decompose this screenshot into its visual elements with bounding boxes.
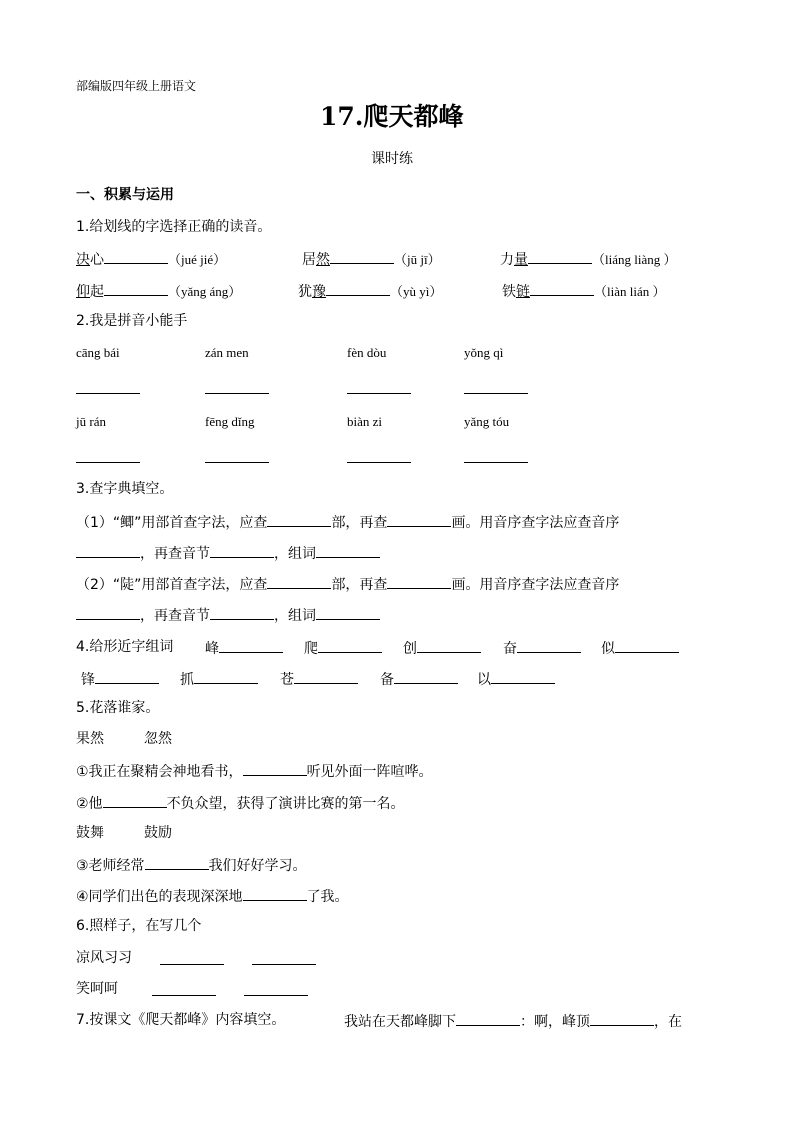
q5-sentence: ④同学们出色的表现深深地 了我。 (76, 889, 349, 905)
answer-blank[interactable] (347, 462, 411, 463)
answer-blank[interactable] (528, 251, 592, 264)
underlined-char: 决 (76, 252, 90, 268)
q1-item: 力量 （liáng liàng ） (500, 252, 677, 268)
q1-item: 铁链 （liàn lián ） (502, 284, 666, 300)
underlined-char: 豫 (312, 284, 326, 300)
underlined-char: 然 (316, 252, 330, 268)
word-choice: 鼓舞 (76, 825, 104, 841)
answer-blank[interactable] (294, 671, 358, 684)
q5-prompt: 5.花落谁家。 (76, 700, 160, 716)
q3-line: ，再查音节 ，组词 (76, 545, 380, 561)
answer-blank[interactable] (104, 251, 168, 264)
q4-item: 以 (477, 671, 555, 687)
answer-blank[interactable] (210, 607, 274, 620)
answer-blank[interactable] (160, 964, 224, 965)
answer-blank[interactable] (76, 545, 140, 558)
answer-blank[interactable] (205, 462, 269, 463)
answer-blank[interactable] (491, 671, 555, 684)
q1-prompt: 1.给划线的字选择正确的读音。 (76, 219, 272, 235)
pinyin-item: fèn dòu (347, 345, 387, 360)
answer-blank[interactable] (517, 640, 581, 653)
q7-sentence: 我站在天都峰脚下 ：啊，峰顶 ，在 (344, 1014, 682, 1030)
q4-item: 爬 (304, 640, 382, 656)
q4-prompt: 4.给形近字组词 (76, 639, 174, 655)
answer-blank[interactable] (318, 640, 382, 653)
q6-prompt: 6.照样子，在写几个 (76, 918, 202, 934)
pinyin-item: fēng dǐng (205, 414, 255, 429)
answer-blank[interactable] (95, 671, 159, 684)
q2-prompt: 2.我是拼音小能手 (76, 313, 188, 329)
q3-line: （2）“陡”用部首查字法，应查 部，再查 画。用音序查字法应查音序 (76, 577, 620, 593)
q4-item: 峰 (205, 640, 283, 656)
q5-sentence: ③老师经常 我们好好学习。 (76, 858, 307, 874)
answer-blank[interactable] (210, 545, 274, 558)
answer-blank[interactable] (464, 393, 528, 394)
answer-blank[interactable] (330, 251, 394, 264)
answer-blank[interactable] (205, 393, 269, 394)
pinyin-item: yǎng tóu (464, 414, 510, 429)
answer-blank[interactable] (326, 283, 390, 296)
word-choice: 果然 (76, 731, 104, 747)
q1-item: 决心 （jué jié） (76, 252, 227, 268)
q4-item: 备 (380, 671, 458, 687)
answer-blank[interactable] (387, 514, 451, 527)
example-word: 凉风习习 (76, 950, 132, 966)
answer-blank[interactable] (152, 995, 216, 996)
answer-blank[interactable] (243, 763, 307, 776)
word-choice: 忽然 (144, 731, 172, 747)
answer-blank[interactable] (316, 545, 380, 558)
answer-blank[interactable] (252, 964, 316, 965)
q4-item: 似 (601, 640, 679, 656)
section-heading: 一、积累与运用 (76, 187, 174, 203)
answer-blank[interactable] (387, 576, 451, 589)
answer-blank[interactable] (590, 1013, 654, 1026)
pinyin-item: zán men (205, 345, 249, 360)
answer-blank[interactable] (615, 640, 679, 653)
q3-prompt: 3.查字典填空。 (76, 481, 174, 497)
word-choice: 鼓励 (144, 825, 172, 841)
pinyin-item: jū rán (76, 414, 106, 429)
pinyin-item: cāng bái (76, 345, 120, 360)
q1-item: 仰起 （yǎng áng） (76, 284, 242, 300)
answer-blank[interactable] (244, 995, 308, 996)
answer-blank[interactable] (347, 393, 411, 394)
answer-blank[interactable] (145, 857, 209, 870)
q1-item: 居然 （jū jī） (302, 252, 441, 268)
q5-sentence: ①我正在聚精会神地看书， 听见外面一阵喧哗。 (76, 764, 433, 780)
pinyin-item: yǒng qì (464, 345, 504, 360)
answer-blank[interactable] (104, 283, 168, 296)
answer-blank[interactable] (103, 795, 167, 808)
answer-blank[interactable] (76, 607, 140, 620)
q3-line: ，再查音节 ，组词 (76, 607, 380, 623)
q4-item: 奋 (503, 640, 581, 656)
q3-line: （1）“鲫”用部首查字法，应查 部，再查 画。用音序查字法应查音序 (76, 515, 620, 531)
underlined-char: 仰 (76, 284, 90, 300)
q4-item: 抓 (180, 671, 258, 687)
answer-blank[interactable] (394, 671, 458, 684)
answer-blank[interactable] (530, 283, 594, 296)
q5-sentence: ②他 不负众望，获得了演讲比赛的第一名。 (76, 796, 405, 812)
answer-blank[interactable] (267, 576, 331, 589)
answer-blank[interactable] (76, 462, 140, 463)
q4-item: 苍 (280, 671, 358, 687)
q1-item: 犹豫 （yù yì） (298, 284, 443, 300)
answer-blank[interactable] (219, 640, 283, 653)
underlined-char: 链 (516, 284, 530, 300)
answer-blank[interactable] (316, 607, 380, 620)
answer-blank[interactable] (456, 1013, 520, 1026)
answer-blank[interactable] (76, 393, 140, 394)
answer-blank[interactable] (464, 462, 528, 463)
q4-item: 锋 (81, 671, 159, 687)
pinyin-item: biàn zi (347, 414, 383, 429)
answer-blank[interactable] (194, 671, 258, 684)
answer-blank[interactable] (243, 888, 307, 901)
subject-header: 部编版四年级上册语文 (76, 79, 197, 93)
answer-blank[interactable] (417, 640, 481, 653)
underlined-char: 量 (514, 252, 528, 268)
page-title: 17.爬天都峰 (320, 102, 464, 131)
q4-item: 创 (403, 640, 481, 656)
q7-prompt: 7.按课文《爬天都峰》内容填空。 (76, 1012, 286, 1028)
example-word: 笑呵呵 (76, 981, 118, 997)
answer-blank[interactable] (267, 514, 331, 527)
page-subtitle: 课时练 (371, 151, 413, 167)
